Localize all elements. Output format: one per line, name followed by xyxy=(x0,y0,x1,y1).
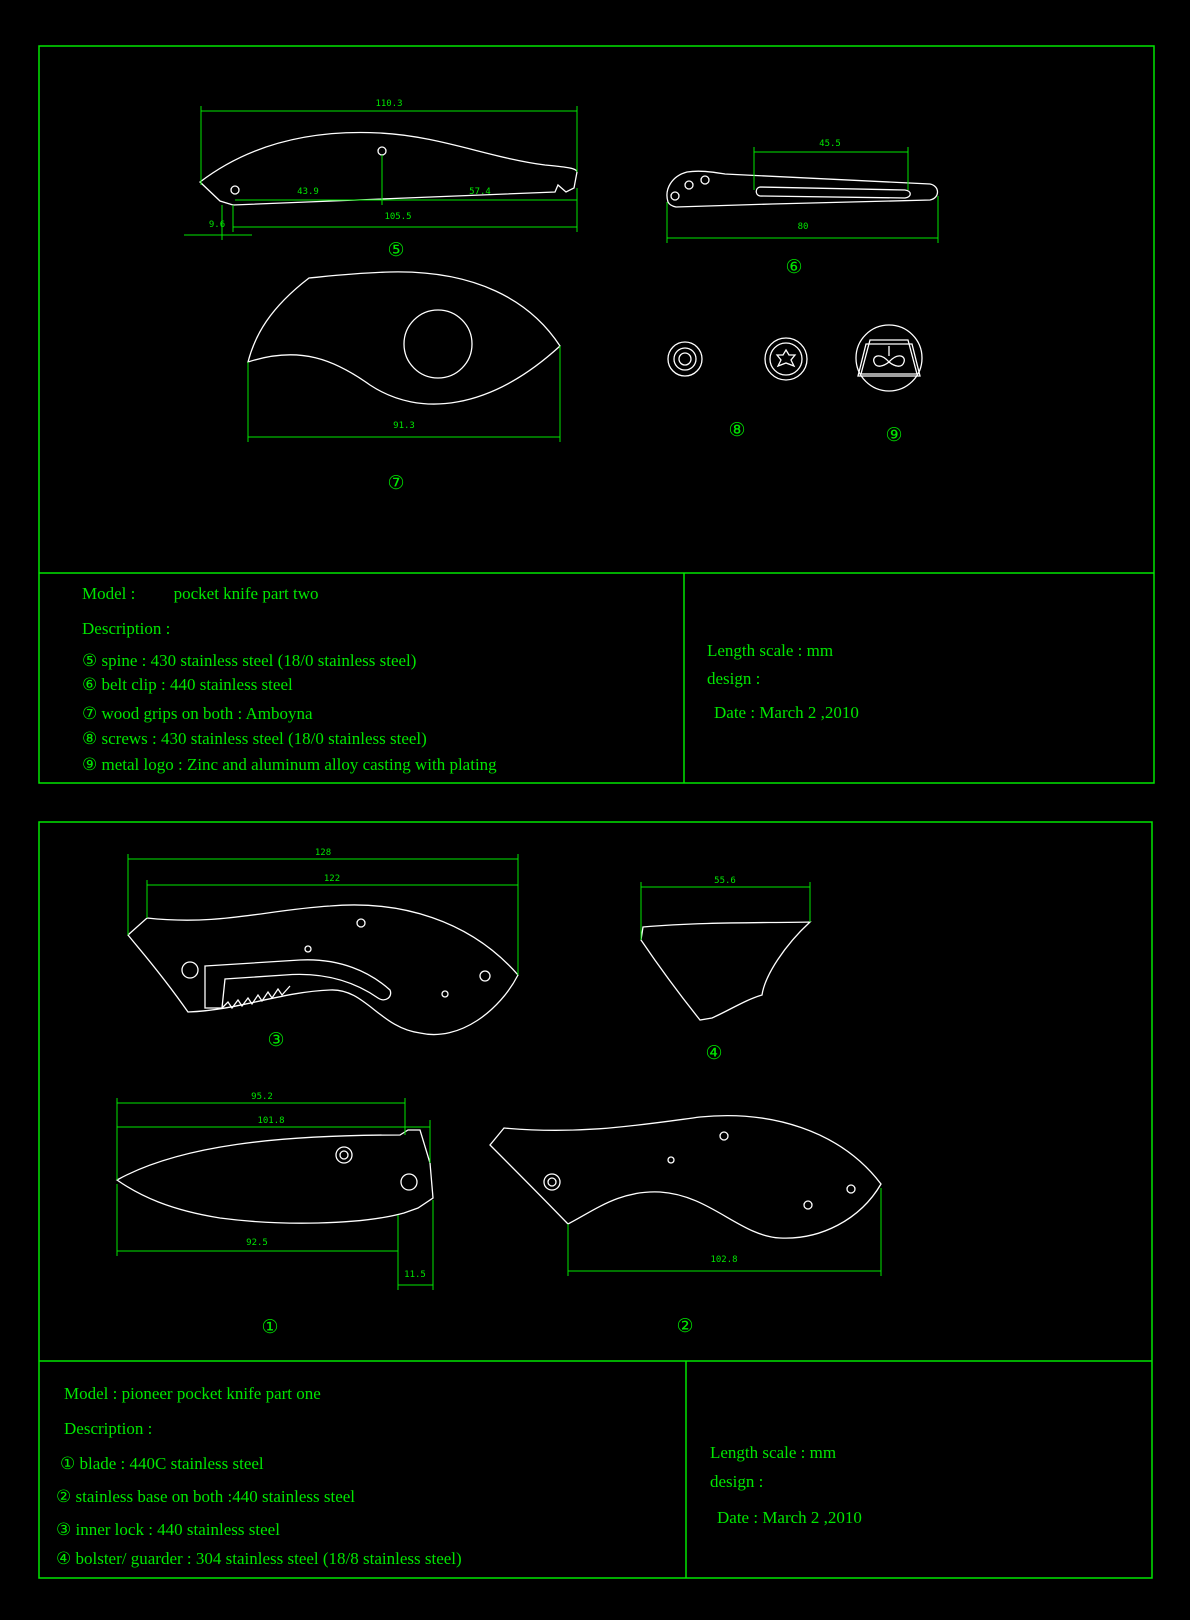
blade-marker: ① xyxy=(261,1316,279,1338)
spine-dim-overall: 110.3 xyxy=(375,99,403,109)
wood-grip-drawing xyxy=(248,272,560,494)
sheet1-item-belt-clip: ⑥ belt clip : 440 stainless steel xyxy=(82,675,293,694)
logo-knot-icon xyxy=(874,356,905,366)
inner-lock-dim-overall: 128 xyxy=(314,848,332,858)
logo-trapezoid xyxy=(861,340,917,374)
belt-clip-slot xyxy=(756,187,910,198)
sheet1-item-spine: ⑤ spine : 430 stainless steel (18/0 stainless steel) xyxy=(82,651,417,670)
inner-lock-hole-3 xyxy=(357,919,365,927)
sheet2-length-scale: Length scale : mm xyxy=(710,1443,837,1462)
sheet1-title-block xyxy=(82,584,859,774)
inner-lock-hole-1 xyxy=(182,962,198,978)
blade-dim-overall: 101.8 xyxy=(257,1116,285,1126)
belt-clip-marker: ⑥ xyxy=(785,256,803,278)
inner-lock-hole-5 xyxy=(480,971,490,981)
base-hole-1-inner xyxy=(548,1178,556,1186)
spine-outline xyxy=(200,133,577,205)
sheet1-design: design : xyxy=(707,669,761,688)
spine-dim-right: 57.4 xyxy=(469,187,491,197)
sheet2-item-bolster: ④ bolster/ guarder : 304 stainless steel (18/8 stainless steel) xyxy=(56,1549,462,1568)
sheet2-item-blade: ① blade : 440C stainless steel xyxy=(60,1454,264,1473)
sheet-part-one xyxy=(39,822,1152,1578)
spine-dim-left: 43.9 xyxy=(297,187,319,197)
spine-dim-pivot-offset: 9.6 xyxy=(208,220,226,230)
blade-drawing xyxy=(117,1092,433,1338)
screws-drawing xyxy=(668,338,807,441)
base-hole-3 xyxy=(720,1132,728,1140)
belt-clip-hole-1 xyxy=(671,192,679,200)
sheet1-length-scale: Length scale : mm xyxy=(707,641,834,660)
logo-drawing xyxy=(856,325,922,446)
sheet1-item-logo: ⑨ metal logo : Zinc and aluminum alloy casting with plating xyxy=(82,755,497,774)
logo-marker: ⑨ xyxy=(885,424,903,446)
base-hole-2 xyxy=(668,1157,674,1163)
spine-drawing xyxy=(184,99,577,261)
wood-grip-hole xyxy=(404,310,472,378)
base-hole-5 xyxy=(847,1185,855,1193)
sheet2-item-inner-lock: ③ inner lock : 440 stainless steel xyxy=(56,1520,280,1539)
sheet2-title-block xyxy=(56,1384,862,1568)
sheet2-design: design : xyxy=(710,1472,764,1491)
blade-dim-edge: 92.5 xyxy=(246,1238,268,1248)
belt-clip-dim-slot: 45.5 xyxy=(819,139,841,149)
wood-grip-dim-overall: 91.3 xyxy=(393,421,415,431)
screw-torx xyxy=(765,338,807,380)
blade-thumb-hole-inner xyxy=(340,1151,348,1159)
base-dim-overall: 102.8 xyxy=(710,1255,738,1265)
sheet1-description-label: Description : xyxy=(82,619,171,638)
base-hole-4 xyxy=(804,1201,812,1209)
inner-lock-dim-body: 122 xyxy=(323,874,341,884)
belt-clip-drawing xyxy=(667,139,938,278)
bolster-dim-overall: 55.6 xyxy=(714,876,736,886)
inner-lock-marker: ③ xyxy=(267,1029,285,1051)
spine-marker: ⑤ xyxy=(387,239,405,261)
base-marker: ② xyxy=(676,1315,694,1337)
belt-clip-dim-overall: 80 xyxy=(797,222,809,232)
sheet2-model: Model : pioneer pocket knife part one xyxy=(64,1384,321,1403)
bolster-marker: ④ xyxy=(705,1042,723,1064)
blade-pivot-hole xyxy=(401,1174,417,1190)
blade-outline xyxy=(117,1130,433,1223)
base-drawing xyxy=(490,1116,881,1337)
wood-grip-marker: ⑦ xyxy=(387,472,405,494)
sheet1-model: Model : pocket knife part two xyxy=(82,584,319,603)
sheet1-frame xyxy=(39,46,1154,783)
inner-lock-drawing xyxy=(128,848,518,1051)
inner-lock-outline xyxy=(128,905,518,1035)
base-hole-1 xyxy=(544,1174,560,1190)
sheet2-date: Date : March 2 ,2010 xyxy=(717,1508,862,1527)
belt-clip-hole-2 xyxy=(685,181,693,189)
sheet-part-two xyxy=(39,46,1154,783)
spine-dim-pivot-to-end: 105.5 xyxy=(384,212,412,222)
screws-marker: ⑧ xyxy=(728,419,746,441)
blade-dim-spine: 95.2 xyxy=(251,1092,273,1102)
base-outline xyxy=(490,1116,881,1238)
sheet1-item-screws: ⑧ screws : 430 stainless steel (18/0 stainless steel) xyxy=(82,729,427,748)
torx-star-icon xyxy=(777,350,795,366)
sheet2-item-base: ② stainless base on both :440 stainless steel xyxy=(56,1487,356,1506)
inner-lock-hole-4 xyxy=(442,991,448,997)
spine-pivot-hole xyxy=(231,186,239,194)
sheet1-date: Date : March 2 ,2010 xyxy=(714,703,859,722)
blade-thumb-hole xyxy=(336,1147,352,1163)
blade-dim-tang: 11.5 xyxy=(404,1270,426,1280)
bolster-outline xyxy=(641,922,810,1020)
belt-clip-hole-3 xyxy=(701,176,709,184)
sheet1-item-wood-grips: ⑦ wood grips on both : Amboyna xyxy=(82,704,313,723)
screw-plain xyxy=(668,342,702,376)
bolster-drawing xyxy=(641,876,810,1064)
sheet2-description-label: Description : xyxy=(64,1419,153,1438)
spine-pin-hole xyxy=(378,147,386,155)
inner-lock-hole-2 xyxy=(305,946,311,952)
